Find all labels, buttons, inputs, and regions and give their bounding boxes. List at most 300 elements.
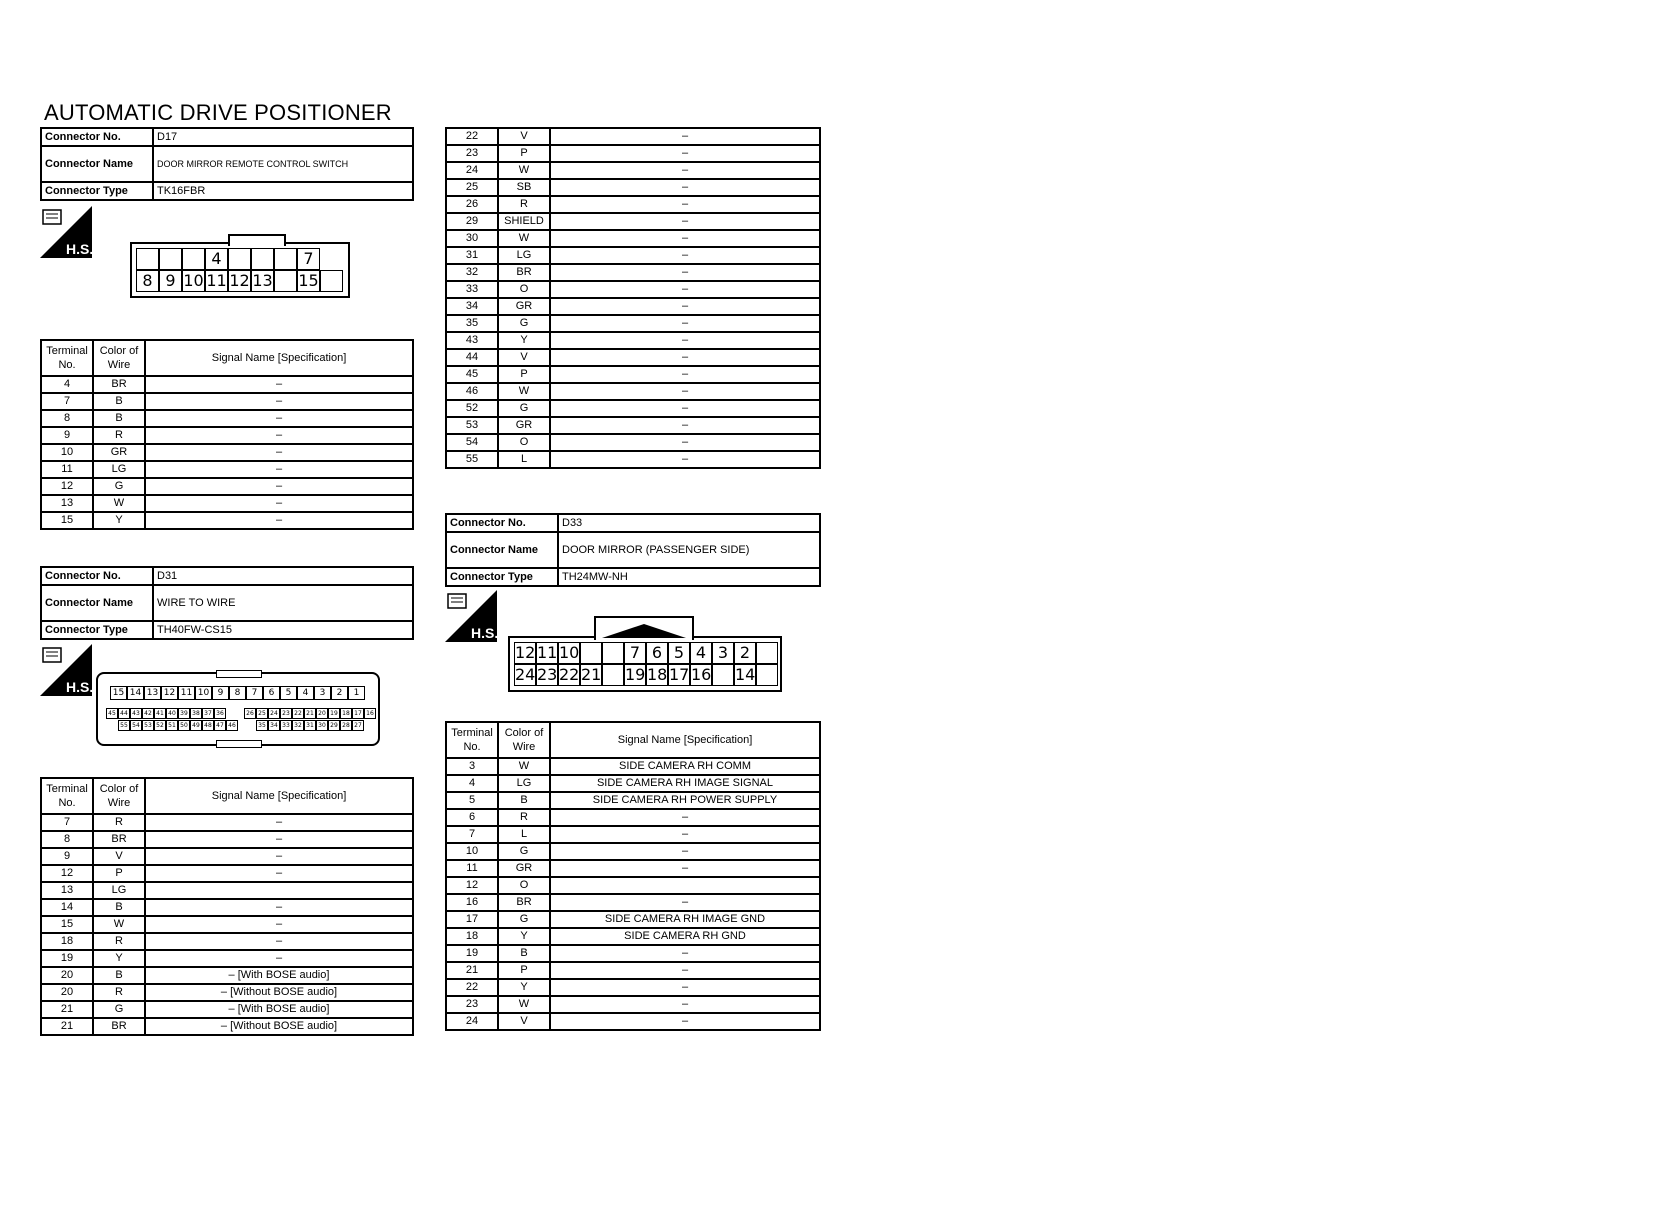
terminal-cell: 5 — [446, 792, 498, 809]
d31-pin: 54 — [130, 720, 142, 731]
d17-pin: 11 — [206, 271, 227, 290]
signal-name-cell: – — [550, 230, 820, 247]
table-row — [446, 332, 820, 349]
table-row — [446, 383, 820, 400]
table-row — [446, 315, 820, 332]
table-row — [41, 376, 413, 393]
d31-pin: 7 — [246, 686, 263, 700]
signal-name-cell: – — [550, 860, 820, 877]
d31-pin: 33 — [280, 720, 292, 731]
page-title: AUTOMATIC DRIVE POSITIONER — [44, 100, 392, 125]
table-row — [446, 792, 820, 809]
table-row — [446, 451, 820, 468]
d33-pin: 12 — [515, 643, 536, 662]
d33-connector-name-label: Connector Name — [446, 532, 558, 568]
d33-pin: 10 — [559, 643, 580, 662]
wire-color-cell: Y — [498, 332, 550, 349]
d33-pin: 23 — [537, 665, 558, 684]
d17-pin: 13 — [252, 271, 273, 290]
d31-lock-bottom — [216, 740, 262, 748]
table-row — [41, 495, 413, 512]
terminal-cell: 10 — [446, 843, 498, 860]
d33-pin — [602, 664, 624, 686]
wire-color-cell: BR — [93, 1018, 145, 1035]
d33-connector-type-label: Connector Type — [446, 568, 558, 586]
table-row — [446, 298, 820, 315]
terminal-cell: 3 — [446, 758, 498, 775]
terminal-cell: 53 — [446, 417, 498, 434]
signal-name-cell: SIDE CAMERA RH COMM — [550, 758, 820, 775]
table-row — [446, 809, 820, 826]
d33-info-table — [445, 513, 821, 587]
wire-color-cell: BR — [93, 376, 145, 393]
d17-info-table — [40, 127, 414, 201]
d31-pin: 11 — [178, 686, 195, 700]
terminal-cell: 13 — [41, 495, 93, 512]
d33-pin: 3 — [712, 642, 734, 664]
table-row — [41, 865, 413, 882]
d31-connector-name: WIRE TO WIRE — [153, 585, 413, 621]
terminal-cell: 8 — [41, 410, 93, 427]
terminal-cell: 20 — [41, 984, 93, 1001]
wire-color-cell: G — [498, 911, 550, 928]
d17-pin: 8 — [136, 270, 159, 292]
terminal-cell: 22 — [446, 128, 498, 145]
wire-color-cell: V — [498, 1013, 550, 1030]
wire-color-cell: Y — [93, 512, 145, 529]
signal-name-cell: – — [145, 461, 413, 478]
d17-pin: 15 — [298, 271, 319, 290]
d31-pin: 39 — [178, 708, 190, 719]
signal-name-cell: – — [550, 451, 820, 468]
wire-color-cell: R — [93, 984, 145, 1001]
d17-connector-name-label: Connector Name — [41, 146, 153, 182]
hs-harness-side-icon — [40, 206, 92, 258]
signal-name-cell: – — [145, 393, 413, 410]
d33-pin: 18 — [647, 665, 668, 684]
d31-pin: 32 — [292, 720, 304, 731]
terminal-cell: 44 — [446, 349, 498, 366]
d33-connector-no-label: Connector No. — [446, 514, 558, 532]
signal-name-cell: – — [550, 366, 820, 383]
d17-connector-name: DOOR MIRROR REMOTE CONTROL SWITCH — [153, 146, 413, 182]
table-row — [446, 213, 820, 230]
d31-pin: 3 — [314, 686, 331, 700]
table-row — [446, 894, 820, 911]
wire-color-cell: BR — [93, 831, 145, 848]
wire-color-cell: P — [498, 145, 550, 162]
signal-name-cell: – — [145, 933, 413, 950]
signal-name-cell: – — [550, 979, 820, 996]
terminal-cell: 18 — [41, 933, 93, 950]
signal-name-cell — [550, 877, 820, 894]
d17-pin — [228, 248, 251, 270]
d31-pin: 15 — [110, 686, 127, 700]
signal-name-cell: – — [145, 916, 413, 933]
table-row — [446, 979, 820, 996]
signal-name-cell: – — [550, 196, 820, 213]
signal-name-cell: – — [145, 512, 413, 529]
d33-pin — [602, 642, 624, 664]
terminal-cell: 15 — [41, 512, 93, 529]
d31-pin: 5 — [280, 686, 297, 700]
d31-pin: 14 — [127, 686, 144, 700]
signal-name-cell: SIDE CAMERA RH GND — [550, 928, 820, 945]
d33-pin — [756, 642, 778, 664]
d31-pin: 29 — [328, 720, 340, 731]
d31-pin: 41 — [154, 708, 166, 719]
table-row — [446, 162, 820, 179]
d17-pin — [136, 248, 159, 270]
terminal-cell: 16 — [446, 894, 498, 911]
wire-color-cell: R — [498, 809, 550, 826]
terminal-cell: 11 — [41, 461, 93, 478]
table-row — [41, 1001, 413, 1018]
table-row — [446, 400, 820, 417]
d33-pin: 4 — [690, 642, 712, 664]
wire-color-cell: BR — [498, 264, 550, 281]
wire-color-cell: B — [93, 393, 145, 410]
d31-pin: 25 — [256, 708, 268, 719]
terminal-cell: 30 — [446, 230, 498, 247]
wire-color-cell: V — [498, 128, 550, 145]
d31-pin: 26 — [244, 708, 256, 719]
d31-pin: 28 — [340, 720, 352, 731]
wire-color-cell: O — [498, 877, 550, 894]
table-row — [41, 410, 413, 427]
d33-pin: 17 — [669, 665, 690, 684]
table-row — [41, 461, 413, 478]
hs-label: H.S. — [471, 625, 497, 641]
wire-color-cell: LG — [498, 775, 550, 792]
signal-name-cell: – — [550, 128, 820, 145]
table-row — [446, 877, 820, 894]
terminal-cell: 29 — [446, 213, 498, 230]
terminal-cell: 10 — [41, 444, 93, 461]
terminal-cell: 18 — [446, 928, 498, 945]
hs-harness-side-icon — [445, 590, 497, 642]
signal-name-cell: SIDE CAMERA RH IMAGE SIGNAL — [550, 775, 820, 792]
d33-col-color: Color of Wire — [498, 722, 550, 758]
terminal-cell: 34 — [446, 298, 498, 315]
signal-name-cell: – — [550, 843, 820, 860]
signal-name-cell — [145, 882, 413, 899]
wire-color-cell: BR — [498, 894, 550, 911]
table-row — [446, 826, 820, 843]
d33-pin — [580, 642, 602, 664]
table-row — [446, 196, 820, 213]
d31-terminal-table-continued — [445, 127, 821, 469]
table-row — [41, 882, 413, 899]
table-row — [446, 911, 820, 928]
signal-name-cell: – — [550, 400, 820, 417]
d31-col-signal: Signal Name [Specification] — [145, 778, 413, 814]
d17-pin — [320, 270, 343, 292]
signal-name-cell: – — [550, 383, 820, 400]
d31-pin: 17 — [352, 708, 364, 719]
table-row — [41, 984, 413, 1001]
wire-color-cell: W — [93, 916, 145, 933]
signal-name-cell: – [With BOSE audio] — [145, 967, 413, 984]
table-row — [41, 950, 413, 967]
d31-pin: 51 — [166, 720, 178, 731]
signal-name-cell: – — [145, 899, 413, 916]
signal-name-cell: – — [550, 145, 820, 162]
terminal-cell: 12 — [41, 478, 93, 495]
terminal-cell: 6 — [446, 809, 498, 826]
d31-pin: 50 — [178, 720, 190, 731]
d31-pin: 43 — [130, 708, 142, 719]
d33-pin: 6 — [646, 642, 668, 664]
d31-pin: 44 — [118, 708, 130, 719]
d33-pin: 11 — [537, 643, 558, 662]
terminal-cell: 24 — [446, 1013, 498, 1030]
wire-color-cell: Y — [498, 928, 550, 945]
d33-connector-no: D33 — [558, 514, 820, 532]
table-row — [446, 417, 820, 434]
d33-pin: 14 — [735, 665, 756, 684]
d31-pin: 38 — [190, 708, 202, 719]
signal-name-cell: – — [145, 831, 413, 848]
signal-name-cell: – — [550, 945, 820, 962]
d31-pin: 30 — [316, 720, 328, 731]
terminal-cell: 52 — [446, 400, 498, 417]
wire-color-cell: B — [93, 410, 145, 427]
hs-harness-side-icon — [40, 644, 92, 696]
d31-pin: 53 — [142, 720, 154, 731]
d33-connector-type: TH24MW-NH — [558, 568, 820, 586]
table-row — [446, 758, 820, 775]
table-row — [446, 996, 820, 1013]
terminal-cell: 7 — [41, 393, 93, 410]
d17-col-signal: Signal Name [Specification] — [145, 340, 413, 376]
signal-name-cell: – — [550, 298, 820, 315]
table-row — [41, 933, 413, 950]
terminal-cell: 21 — [41, 1001, 93, 1018]
table-row — [446, 775, 820, 792]
table-row — [41, 848, 413, 865]
hs-label: H.S. — [66, 241, 92, 257]
terminal-cell: 43 — [446, 332, 498, 349]
d31-info-table — [40, 566, 414, 640]
signal-name-cell: – — [145, 444, 413, 461]
d31-pin: 24 — [268, 708, 280, 719]
table-row — [41, 831, 413, 848]
signal-name-cell: – — [550, 349, 820, 366]
d31-pin: 20 — [316, 708, 328, 719]
d17-connector-type-label: Connector Type — [41, 182, 153, 200]
d31-pin: 4 — [297, 686, 314, 700]
table-row — [41, 393, 413, 410]
signal-name-cell: SIDE CAMERA RH IMAGE GND — [550, 911, 820, 928]
hs-label: H.S. — [66, 679, 92, 695]
signal-name-cell: – — [550, 332, 820, 349]
terminal-cell: 9 — [41, 427, 93, 444]
d31-pin: 23 — [280, 708, 292, 719]
d31-pin: 22 — [292, 708, 304, 719]
d31-connector-type-label: Connector Type — [41, 621, 153, 639]
signal-name-cell: – — [145, 495, 413, 512]
wire-color-cell: B — [93, 967, 145, 984]
d31-pin: 12 — [161, 686, 178, 700]
signal-name-cell: – — [145, 814, 413, 831]
d31-pin: 45 — [106, 708, 118, 719]
d31-pin: 27 — [352, 720, 364, 731]
terminal-cell: 20 — [41, 967, 93, 984]
table-row — [446, 945, 820, 962]
table-row — [446, 962, 820, 979]
wire-color-cell: R — [498, 196, 550, 213]
wire-color-cell: B — [498, 945, 550, 962]
table-row — [446, 230, 820, 247]
terminal-cell: 7 — [41, 814, 93, 831]
terminal-cell: 26 — [446, 196, 498, 213]
d31-pin: 35 — [256, 720, 268, 731]
d17-col-color: Color of Wire — [93, 340, 145, 376]
terminal-cell: 14 — [41, 899, 93, 916]
d31-pin: 52 — [154, 720, 166, 731]
wire-color-cell: R — [93, 814, 145, 831]
signal-name-cell: – — [550, 826, 820, 843]
wire-color-cell: Y — [498, 979, 550, 996]
wire-color-cell: W — [498, 758, 550, 775]
table-row — [41, 916, 413, 933]
wire-color-cell: W — [93, 495, 145, 512]
table-row — [41, 427, 413, 444]
wire-color-cell: V — [93, 848, 145, 865]
signal-name-cell: – — [550, 417, 820, 434]
d17-pin: 12 — [229, 271, 250, 290]
wire-color-cell: B — [93, 899, 145, 916]
terminal-cell: 35 — [446, 315, 498, 332]
table-row — [446, 366, 820, 383]
signal-name-cell: SIDE CAMERA RH POWER SUPPLY — [550, 792, 820, 809]
d31-pin: 49 — [190, 720, 202, 731]
table-row — [446, 843, 820, 860]
table-row — [446, 349, 820, 366]
wire-color-cell: P — [93, 865, 145, 882]
d31-connector-diagram — [96, 672, 380, 746]
d31-connector-type: TH40FW-CS15 — [153, 621, 413, 639]
terminal-cell: 22 — [446, 979, 498, 996]
d31-pin: 16 — [364, 708, 376, 719]
signal-name-cell: – — [550, 894, 820, 911]
signal-name-cell: – — [550, 1013, 820, 1030]
d31-pin: 6 — [263, 686, 280, 700]
d33-pin: 2 — [734, 642, 756, 664]
d31-pin: 42 — [142, 708, 154, 719]
terminal-cell: 11 — [446, 860, 498, 877]
d33-col-terminal: Terminal No. — [446, 722, 498, 758]
d31-pin: 40 — [166, 708, 178, 719]
d17-col-terminal: Terminal No. — [41, 340, 93, 376]
d31-connector-no: D31 — [153, 567, 413, 585]
d31-pin: 9 — [212, 686, 229, 700]
terminal-cell: 17 — [446, 911, 498, 928]
d17-pin — [274, 270, 297, 292]
wire-color-cell: O — [498, 434, 550, 451]
d33-pin: 24 — [515, 665, 536, 684]
table-row — [41, 478, 413, 495]
signal-name-cell: – — [550, 162, 820, 179]
signal-name-cell: – — [550, 962, 820, 979]
d17-pin — [251, 248, 274, 270]
terminal-cell: 9 — [41, 848, 93, 865]
wire-color-cell: G — [498, 315, 550, 332]
d31-pin: 13 — [144, 686, 161, 700]
signal-name-cell: – — [550, 996, 820, 1013]
d17-connector-type: TK16FBR — [153, 182, 413, 200]
signal-name-cell: – — [145, 376, 413, 393]
table-row — [446, 179, 820, 196]
d17-pin — [274, 248, 297, 270]
d31-pin: 18 — [340, 708, 352, 719]
terminal-cell: 19 — [446, 945, 498, 962]
table-row — [41, 814, 413, 831]
wire-color-cell: LG — [498, 247, 550, 264]
d17-pin: 7 — [297, 248, 320, 270]
d31-pin: 31 — [304, 720, 316, 731]
d31-pin: 47 — [214, 720, 226, 731]
d31-col-color: Color of Wire — [93, 778, 145, 814]
wire-color-cell: P — [498, 366, 550, 383]
d17-pin: 9 — [159, 270, 182, 292]
terminal-cell: 4 — [41, 376, 93, 393]
terminal-cell: 23 — [446, 145, 498, 162]
d31-pin: 46 — [226, 720, 238, 731]
d31-pin: 55 — [118, 720, 130, 731]
signal-name-cell: – — [145, 848, 413, 865]
d31-lock-top — [216, 670, 262, 678]
terminal-cell: 45 — [446, 366, 498, 383]
table-row — [446, 264, 820, 281]
terminal-cell: 32 — [446, 264, 498, 281]
d17-connector-no: D17 — [153, 128, 413, 146]
d33-col-signal: Signal Name [Specification] — [550, 722, 820, 758]
terminal-cell: 31 — [446, 247, 498, 264]
d31-connector-name-label: Connector Name — [41, 585, 153, 621]
table-row — [446, 434, 820, 451]
d31-pin: 1 — [348, 686, 365, 700]
signal-name-cell: – — [145, 427, 413, 444]
terminal-cell: 19 — [41, 950, 93, 967]
d33-pin: 19 — [625, 665, 646, 684]
d17-connector-diagram — [130, 242, 350, 298]
terminal-cell: 21 — [446, 962, 498, 979]
signal-name-cell: – — [550, 264, 820, 281]
terminal-cell: 23 — [446, 996, 498, 1013]
table-row — [446, 128, 820, 145]
wire-color-cell: L — [498, 451, 550, 468]
table-row — [41, 444, 413, 461]
table-row — [41, 899, 413, 916]
wire-color-cell: LG — [93, 461, 145, 478]
terminal-cell: 25 — [446, 179, 498, 196]
d31-connector-no-label: Connector No. — [41, 567, 153, 585]
d31-pin: 10 — [195, 686, 212, 700]
terminal-cell: 55 — [446, 451, 498, 468]
terminal-cell: 12 — [41, 865, 93, 882]
signal-name-cell: – — [550, 179, 820, 196]
table-row — [446, 928, 820, 945]
wire-color-cell: O — [498, 281, 550, 298]
wire-color-cell: G — [498, 400, 550, 417]
table-row — [41, 1018, 413, 1035]
wire-color-cell: W — [498, 996, 550, 1013]
table-row — [41, 512, 413, 529]
d31-pin: 21 — [304, 708, 316, 719]
signal-name-cell: – — [550, 213, 820, 230]
